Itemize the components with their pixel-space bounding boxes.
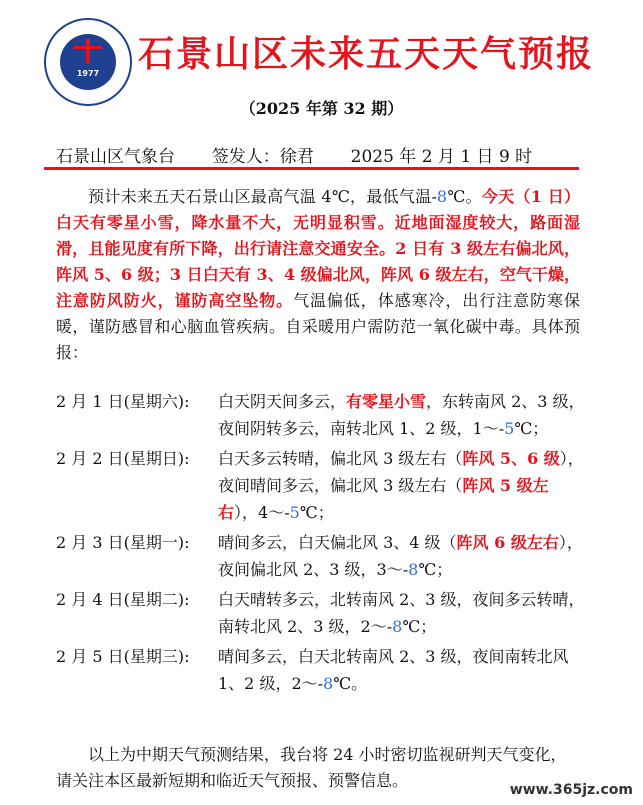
summary-text: ℃。 <box>447 187 482 206</box>
issue-number: （2025 年第 32 期） <box>239 99 404 118</box>
logo-year: 1977 <box>76 69 100 78</box>
forecast-summary <box>56 184 580 366</box>
min-temp-value: 8 <box>436 187 448 206</box>
daily-forecast-list <box>56 388 586 700</box>
list-item <box>56 445 586 526</box>
closing-note: 以上为中期天气预测结果，我台将 24 小时密切监视研判天气变化，请关注本区最新短期和临近天气预报、预警信息。 <box>56 745 567 790</box>
day-text: 晴间多云，白天偏北风 3、4 级（阵风 6 级左右），夜间偏北风 2、3 级，3～-8℃； <box>218 533 583 579</box>
weather-vane-icon <box>74 46 102 67</box>
day-label: 2 月 3 日(星期一): <box>56 533 190 552</box>
list-item <box>56 586 586 640</box>
day-label: 2 月 4 日(星期二): <box>56 590 190 609</box>
summary-text: 预计未来五天石景山区最高气温 4℃，最低气温- <box>88 187 437 206</box>
summary-advice: 气温偏低，体感寒冷，出行注意防寒保暖，谨防感冒和心脑血管疾病。自采暖用户需防范一氧化碳中毒。具体预报： <box>56 291 580 362</box>
red-divider <box>44 167 579 170</box>
signer: 签发人：徐君 <box>211 147 314 167</box>
day-text: 白天多云转晴，偏北风 3 级左右（阵风 5、6 级），夜间晴间多云，偏北风 3 级左右（阵风 5 级左右），4～-5℃； <box>218 449 584 522</box>
day-text: 白天晴转多云，北转南风 2、3 级，夜间多云转晴，南转北风 2、3 级，2～-8℃； <box>218 590 585 636</box>
issuing-org: 石景山区气象台 <box>56 147 175 167</box>
list-item <box>56 529 586 583</box>
day-label: 2 月 1 日(星期六): <box>56 392 190 411</box>
page-title: 石景山区未来五天天气预报 <box>138 33 595 75</box>
day-label: 2 月 5 日(星期三): <box>56 647 190 666</box>
summary-warning: 今天（1 日）白天有零星小雪，降水量不大，无明显积雪。近地面湿度较大，路面湿滑，且能见度有所下降，出行请注意交通安全。2 日有 3 级左右偏北风，阵风 5、6 级；3 日白天有 3、4 级偏北风，阵风 6 级左右，空气干燥，注意防风防火，谨防高空坠物。 <box>56 187 580 310</box>
site-watermark: www.365jz.com <box>506 781 637 799</box>
logo-emblem-icon <box>60 34 116 90</box>
meteorological-service-logo <box>44 18 132 106</box>
day-text: 晴间多云，白天北转南风 2、3 级，夜间南转北风 1、2 级，2～-8℃。 <box>218 647 569 693</box>
meta-line <box>56 142 532 167</box>
list-item <box>56 388 586 442</box>
issue-datetime: 2025 年 2 月 1 日 9 时 <box>350 147 533 167</box>
list-item <box>56 643 586 697</box>
day-text: 白天阴天间多云，有零星小雪，东转南风 2、3 级，夜间阴转多云，南转北风 1、2 级，1～-5℃； <box>218 392 585 438</box>
day-label: 2 月 2 日(星期日): <box>56 449 190 468</box>
